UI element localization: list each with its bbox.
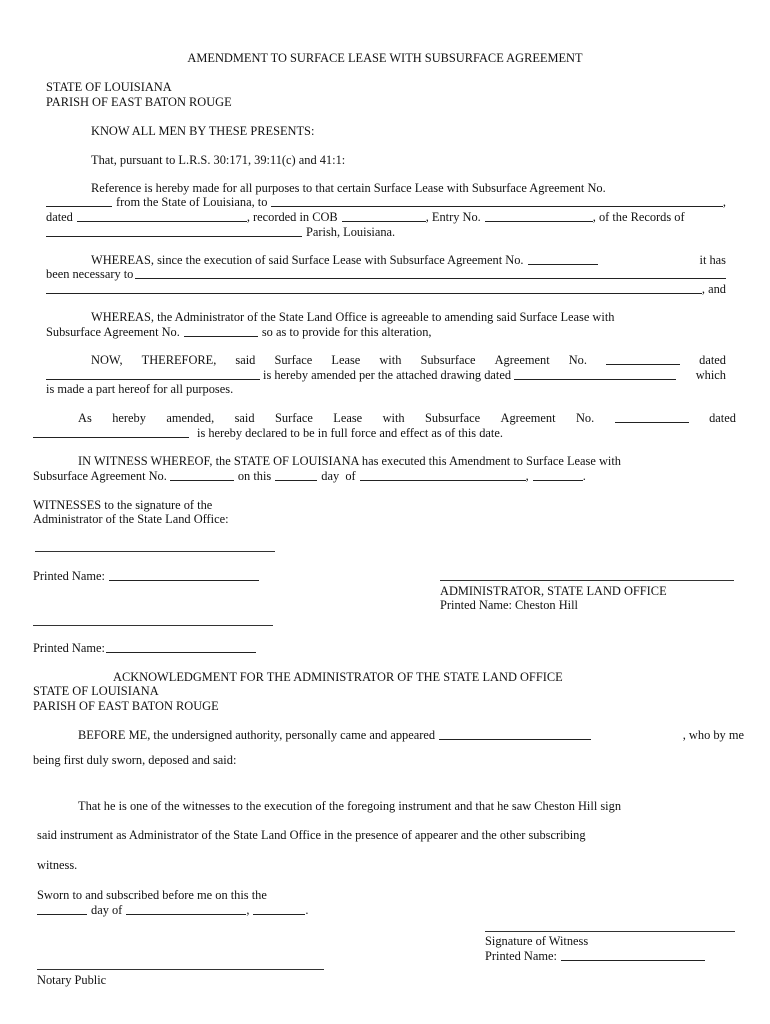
reference-from-state: from the State of Louisiana, to: [116, 195, 268, 209]
reference-line-4: [46, 225, 395, 241]
aa-w10: No.: [575, 411, 595, 425]
recorded-label: , recorded in COB: [246, 210, 338, 224]
sworn-to-line: Sworn to and subscribed before me on this the: [37, 888, 267, 902]
reference-line-2: [46, 195, 726, 211]
said-instrument-line: said instrument as Administrator of the State Land Office in the presence of appearer and the other subscribing: [37, 828, 586, 842]
ww-on-this: on this: [237, 469, 272, 483]
ww-day-of: day of: [321, 469, 356, 483]
notary-signature-line[interactable]: [37, 969, 324, 970]
which-text: which: [695, 368, 726, 382]
as-amended-line-2: [33, 426, 503, 442]
day-of-line: [37, 903, 309, 919]
nt-w9: No.: [568, 353, 587, 367]
before-me-text: BEFORE ME, the undersigned authority, personally came and appeared: [78, 728, 436, 742]
sworn-day-of: day of: [91, 903, 123, 917]
pursuant-line: That, pursuant to L.R.S. 30:171, 39:11(c) and 41:1:: [91, 153, 346, 167]
ack-title: ACKNOWLEDGMENT FOR THE ADMINISTRATOR OF THE STATE LAND OFFICE: [113, 670, 563, 684]
and-text: , and: [701, 282, 726, 296]
whereas1-text: WHEREAS, since the execution of said Surface Lease with Subsurface Agreement No.: [91, 253, 524, 267]
nt-w7: Subsurface: [420, 353, 476, 367]
ww-subsurface-no: Subsurface Agreement No.: [33, 469, 167, 483]
who-by-me: , who by me: [682, 728, 744, 742]
sworn-period: .: [305, 903, 309, 917]
aa-w2: hereby: [112, 411, 146, 425]
witness-word: witness.: [37, 858, 78, 872]
witnesses-line-2: Administrator of the State Land Office:: [33, 512, 229, 526]
sworn-year-blank[interactable]: [253, 903, 305, 915]
alteration-text: so as to provide for this alteration,: [261, 325, 432, 339]
now-therefore-line-1: [91, 353, 726, 369]
ww-comma: ,: [525, 469, 529, 483]
nt-w4: Surface: [274, 353, 313, 367]
ww-month-blank[interactable]: [360, 469, 526, 481]
parish-blank[interactable]: [46, 225, 302, 237]
sworn-month-blank[interactable]: [126, 903, 246, 915]
nt-dated-blank[interactable]: [46, 368, 260, 380]
subsurface-no: Subsurface Agreement No.: [46, 325, 180, 339]
aa-dated-blank[interactable]: [33, 426, 189, 438]
now-therefore-line-3: is made a part hereof for all purposes.: [46, 382, 234, 396]
administrator-signature-line[interactable]: [440, 580, 734, 581]
witnesses-line-1: WITNESSES to the signature of the: [33, 498, 213, 512]
necessary-blank-2[interactable]: [46, 282, 702, 294]
amended-per: is hereby amended per the attached drawing dated: [263, 368, 512, 382]
nt-w1: NOW,: [91, 353, 123, 367]
ww-year-blank[interactable]: [533, 469, 583, 481]
aa-w9: Agreement: [500, 411, 556, 425]
ww-day-blank[interactable]: [275, 469, 317, 481]
drawing-dated-blank[interactable]: [514, 368, 676, 380]
witness-signature-line[interactable]: [485, 931, 735, 932]
state-line: STATE OF LOUISIANA: [46, 80, 172, 94]
dated-label: dated: [46, 210, 73, 224]
signature-of-witness: Signature of Witness: [485, 934, 589, 948]
ww-no-blank[interactable]: [170, 469, 234, 481]
aa-w4: said: [234, 411, 255, 425]
aa-w6: Lease: [333, 411, 363, 425]
entry-blank[interactable]: [485, 210, 593, 222]
agreement-no-blank[interactable]: [46, 195, 112, 207]
aa-w8: Subsurface: [425, 411, 481, 425]
nt-w2: THEREFORE,: [141, 353, 217, 367]
witness-2-name-blank[interactable]: [106, 641, 256, 653]
whereas1-line-2: [46, 267, 726, 283]
sworn-day-blank[interactable]: [37, 903, 87, 915]
aa-w5: Surface: [274, 411, 313, 425]
duly-sworn-line: being first duly sworn, deposed and said:: [33, 753, 237, 767]
nt-w3: said: [235, 353, 256, 367]
nt-no-blank[interactable]: [606, 353, 680, 365]
parish-louisiana: Parish, Louisiana.: [306, 225, 396, 239]
as-amended-line-1: [78, 411, 736, 427]
ack-state: STATE OF LOUISIANA: [33, 684, 159, 698]
printed-name-label: Printed Name:: [33, 569, 105, 583]
been-necessary: been necessary to: [46, 267, 134, 281]
printed-name-label-2: Printed Name:: [33, 641, 105, 655]
records-label: , of the Records of: [592, 210, 685, 224]
administrator-printed-name: Printed Name: Cheston Hill: [440, 598, 579, 612]
administrator-title: ADMINISTRATOR, STATE LAND OFFICE: [440, 584, 667, 598]
aa-w1: As: [78, 411, 92, 425]
nt-w6: with: [379, 353, 402, 367]
witness-2-signature-line[interactable]: [33, 625, 273, 626]
aa-w11: dated: [709, 411, 736, 425]
witness-printed-blank[interactable]: [561, 949, 705, 961]
witness-1-name-blank[interactable]: [109, 569, 259, 581]
necessary-blank[interactable]: [135, 267, 726, 279]
witness-printed-label: Printed Name:: [485, 949, 557, 963]
nt-w10: dated: [699, 353, 726, 367]
before-me-line: [78, 728, 744, 744]
reference-line-3: [46, 210, 726, 226]
witness-printed-name: [485, 949, 705, 965]
sworn-comma: ,: [246, 903, 250, 917]
whereas2-line-2: [46, 325, 432, 341]
parish-line: PARISH OF EAST BATON ROUGE: [46, 95, 232, 109]
whereas2-line-1: WHEREAS, the Administrator of the State Land Office is agreeable to amending said Surface Lease with: [91, 310, 615, 324]
nt-w8: Agreement: [494, 353, 550, 367]
full-force: is hereby declared to be in full force and effect as of this date.: [197, 426, 503, 440]
ww-period: .: [582, 469, 586, 483]
lessee-blank[interactable]: [271, 195, 722, 207]
entry-label: , Entry No.: [425, 210, 481, 224]
whereas2-no-blank[interactable]: [184, 325, 258, 337]
whereas1-it-has: it has: [699, 253, 726, 267]
witness-1-printed-name: [33, 569, 259, 585]
that-he-line: That he is one of the witnesses to the execution of the foregoing instrument and that he saw Cheston Hill sign: [78, 799, 622, 813]
document-title: AMENDMENT TO SURFACE LEASE WITH SUBSURFACE AGREEMENT: [187, 51, 583, 65]
witness-whereof-line-2: [33, 469, 586, 485]
cob-blank[interactable]: [342, 210, 426, 222]
ack-parish: PARISH OF EAST BATON ROUGE: [33, 699, 219, 713]
witness-2-printed-name: [33, 641, 256, 657]
dated-blank[interactable]: [77, 210, 247, 222]
aa-w3: amended,: [166, 411, 215, 425]
know-all-men: KNOW ALL MEN BY THESE PRESENTS:: [91, 124, 315, 138]
aa-w7: with: [382, 411, 405, 425]
aa-no-blank[interactable]: [615, 411, 689, 423]
witness-1-signature-line[interactable]: [35, 551, 275, 552]
comma: ,: [722, 195, 726, 209]
appeared-blank[interactable]: [439, 728, 591, 740]
whereas1-no-blank[interactable]: [528, 253, 598, 265]
reference-line-1: Reference is hereby made for all purposes to that certain Surface Lease with Subsurface Agreement No.: [91, 181, 606, 195]
witness-whereof-line-1: IN WITNESS WHEREOF, the STATE OF LOUISIANA has executed this Amendment to Surface Lease with: [78, 454, 621, 468]
notary-public: Notary Public: [37, 973, 107, 987]
whereas1-line-3: [46, 282, 726, 298]
nt-w5: Lease: [331, 353, 361, 367]
